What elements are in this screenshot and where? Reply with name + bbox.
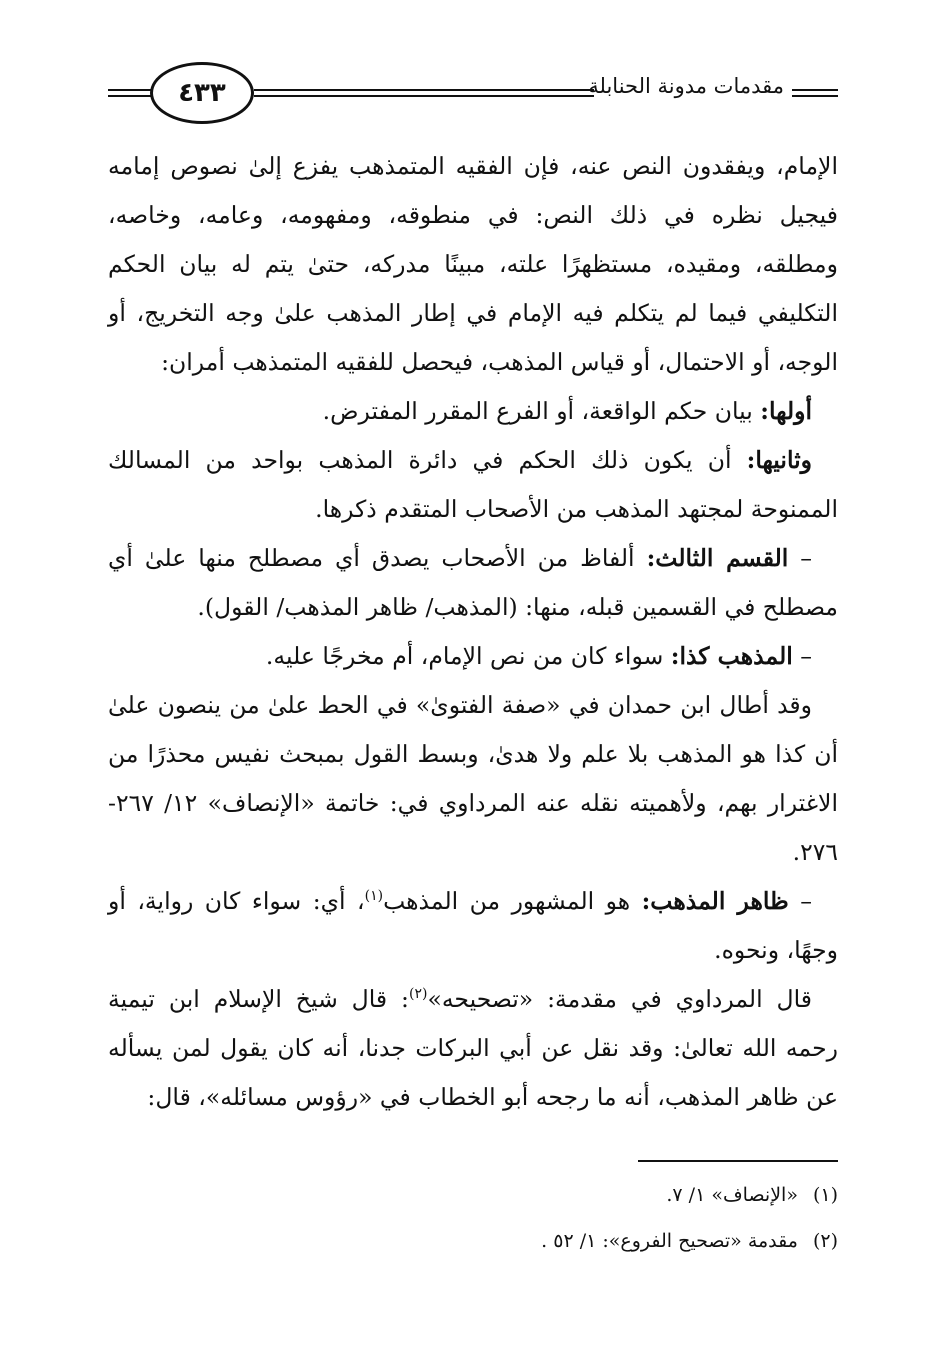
header-rule [254,89,594,91]
page-number: ٤٣٣ [178,78,226,108]
term-label: المذهب كذا: [670,642,793,670]
footnote-number: (١) [812,1184,838,1206]
footnote-text: «الإنصاف» ١/ ٧. [666,1184,798,1206]
term-label: القسم الثالث: [646,544,789,572]
term-label: أولها: [760,397,812,425]
paragraph-text: : قال شيخ الإسلام ابن تيمية رحمه الله تعالىٰ: وقد نقل عن أبي البركات جدنا، أنه كان يقول لمن يسأله عن ظاهر المذهب، أنه ما رجحه أبو الخطاب في «رؤوس مسائله»، قال: [108,985,838,1111]
page-header [108,62,838,132]
paragraph-5 [108,632,838,681]
paragraph-6: وقد أطال ابن حمدان في «صفة الفتوىٰ» في الحط علىٰ من ينصون علىٰ أن كذا هو المذهب بلا علم ولا هدىٰ، وبسط القول بمبحث نفيس محذرًا من الاغترار بهم، ولأهميته نقله عنه المرداوي في: خاتمة «الإنصاف» ١٢/ ٢٦٧- ٢٧٦. [108,691,838,866]
term-label: ظاهر المذهب: [641,887,789,915]
paragraph-3 [108,436,838,534]
running-title: مقدمات مدونة الحنابلة [588,74,784,98]
header-rule [254,95,594,97]
list-dash: – [788,887,812,915]
paragraph-text: قال المرداوي في مقدمة: «تصحيحه» [427,985,813,1013]
paragraph-text: بيان حكم الواقعة، أو الفرع المقرر المفترض. [322,397,761,425]
footnote-ref: (٢) [408,986,428,1003]
list-dash: – [792,642,812,670]
paragraph-1: الإمام، ويفقدون النص عنه، فإن الفقيه المتمذهب يفزع إلىٰ نصوص إمامه فيجيل نظره في ذلك النص: في منطوقه، ومفهومه، وعامه، وخاصه، ومطلقه، ومقيده، مستظهرًا علته، مبينًا مدركه، حتىٰ يتم له بيان الحكم التكليفي فيما لم يتكلم فيه الإمام في إطار المذهب علىٰ وجه التخريج، أو الوجه، أو الاحتمال، أو قياس المذهب، فيحصل للفقيه المتمذهب أمران: [108,152,838,376]
page-number-badge [150,62,254,124]
footnote [108,1218,838,1264]
paragraph-text: هو المشهور من المذهب [383,887,642,915]
paragraph-text: أن يكون ذلك الحكم في دائرة المذهب بواحد من المسالك الممنوحة لمجتهد المذهب من الأصحاب المتقدم ذكرها. [108,446,838,523]
list-dash: – [788,544,812,572]
paragraph-2 [108,387,838,436]
paragraph-text: سواء كان من نص الإمام، أم مخرجًا عليه. [265,642,671,670]
footnote-text: مقدمة «تصحيح الفروع»: ١/ ٥٢ . [541,1230,798,1252]
footnote-number: (٢) [812,1230,838,1252]
header-rule [792,89,838,91]
paragraph-8 [108,975,838,1122]
main-text [108,142,838,1122]
header-rule [792,95,838,97]
footnote-separator [638,1160,838,1162]
footnote [108,1172,838,1218]
paragraph-text: ، أي: سواء كان رواية، أو وجهًا، ونحوه. [108,887,838,964]
footnote-ref: (١) [364,888,384,905]
paragraph-7 [108,877,838,975]
paragraph-4 [108,534,838,632]
paragraph-text: ألفاظ من الأصحاب يصدق أي مصطلح منها علىٰ أي مصطلح في القسمين قبله، منها: (المذهب/ ظاهر المذهب/ القول). [108,544,838,621]
term-label: وثانيها: [746,446,812,474]
footnotes [108,1172,838,1264]
